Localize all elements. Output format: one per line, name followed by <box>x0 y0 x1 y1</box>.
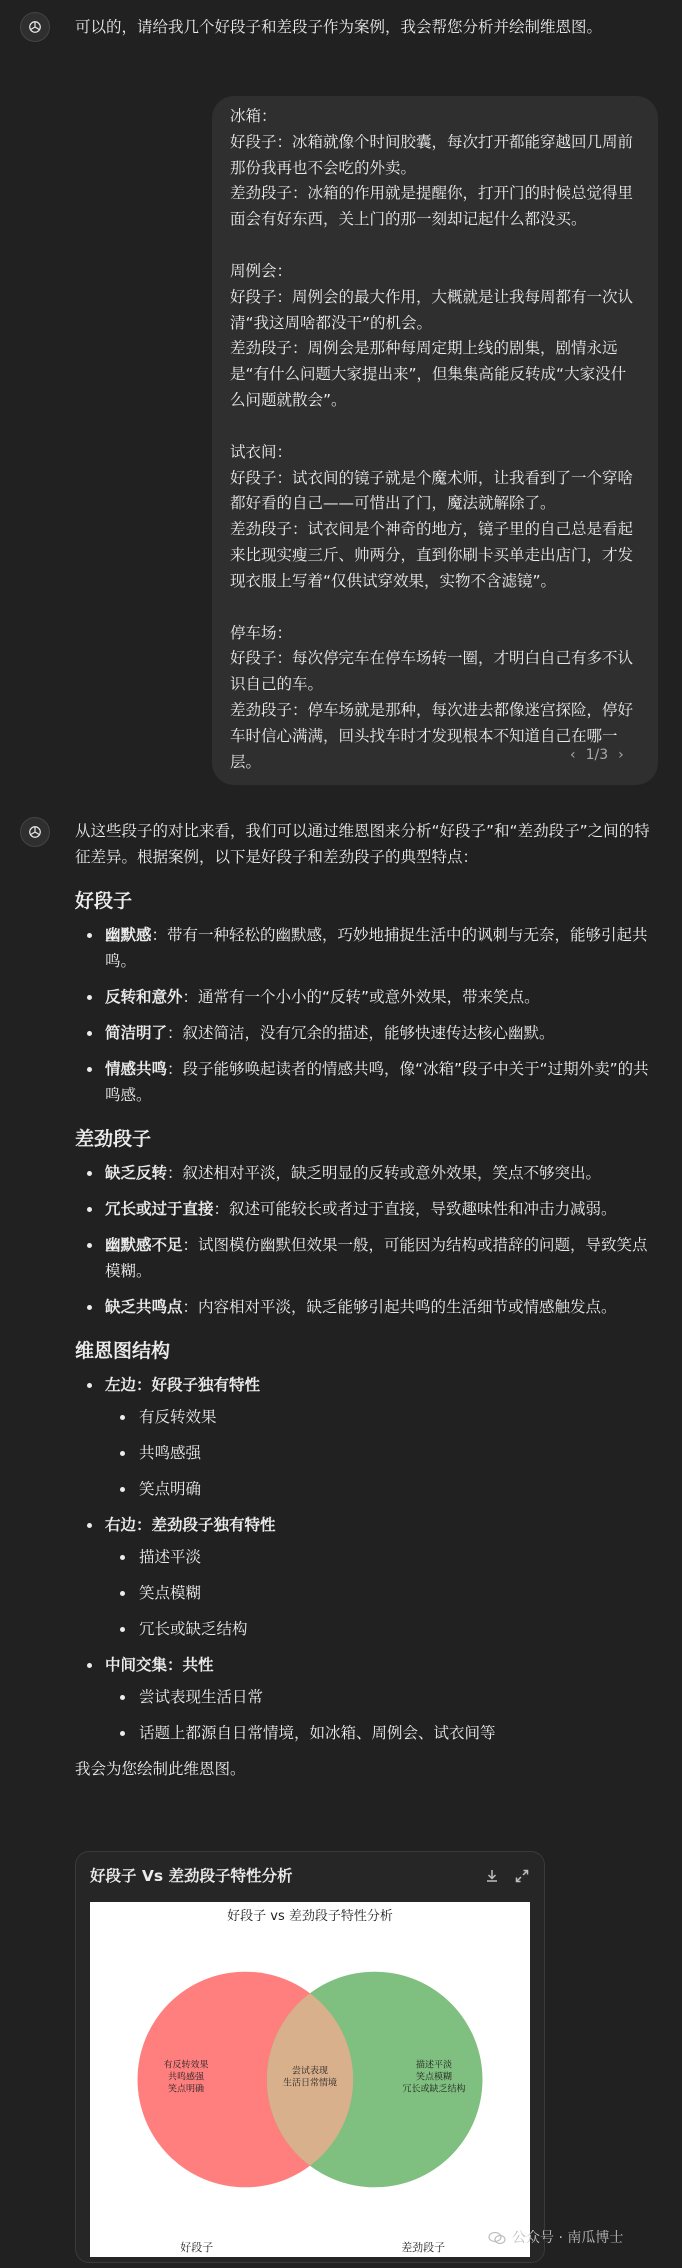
sub-list-item: 共鸣感强 <box>105 1440 657 1466</box>
sub-list-item: 话题上都源自日常情境，如冰箱、周例会、试衣间等 <box>105 1720 657 1746</box>
venn-structure-heading: 维恩图结构 <box>75 1340 171 1362</box>
list-item: 简洁明了：叙述简洁，没有冗余的描述，能够快速传达核心幽默。 <box>75 1020 657 1046</box>
list-item: 缺乏反转：叙述相对平淡，缺乏明显的反转或意外效果，笑点不够突出。 <box>75 1160 657 1186</box>
download-icon[interactable] <box>484 1868 500 1884</box>
pager-label: 1/3 <box>585 747 609 763</box>
watermark <box>488 2225 623 2251</box>
answer-intro: 从这些段子的对比来看，我们可以通过维恩图来分析“好段子”和“差劲段子”之间的特征差异。根据案例，以下是好段子和差劲段子的典型特点： <box>75 822 650 866</box>
user-paragraph-fridge: 冰箱： 好段子：冰箱就像个时间胶囊，每次打开都能穿越回几周前那份我再也不会吃的外卖。 差劲段子：冰箱的作用就是提醒你，打开门的时候总觉得里面会有好东西，关上门的那一刻却记起什么都没买。 <box>230 107 634 229</box>
venn-set-name-bad: 差劲段子 <box>401 2241 446 2254</box>
expand-icon[interactable] <box>514 1868 530 1884</box>
list-item: 右边：差劲段子独有特性 描述平淡 笑点模糊 冗长或缺乏结构 <box>75 1512 657 1642</box>
bad-jokes-heading: 差劲段子 <box>75 1128 152 1150</box>
user-paragraph-parking-lot: 停车场： 好段子：每次停完车在停车场转一圈，才明白自己有多不认识自己的车。 差劲段子：停车场就是那种，每次进去都像迷宫探险，停好车时信心满满，回头找车时才发现根本不知道自己在哪一层。 <box>230 623 634 771</box>
sub-list-item: 笑点模糊 <box>105 1580 657 1606</box>
user-paragraph-weekly-meeting: 周例会： 好段子：周例会的最大作用，大概就是让我每周都有一次认清“我这周啥都没干”的机会。 差劲段子：周例会是那种每周定期上线的剧集，剧情永远是“有什么问题大家提出来”，但集集高能反转成“大家没什么问题就散会”。 <box>230 261 634 409</box>
venn-title: 好段子 vs 差劲段子特性分析 <box>227 1909 393 1924</box>
list-item: 缺乏共鸣点：内容相对平淡，缺乏能够引起共鸣的生活细节或情感触发点。 <box>75 1294 657 1320</box>
user-paragraph-fitting-room: 试衣间： 好段子：试衣间的镜子就是个魔术师，让我看到了一个穿啥都好看的自己——可惜出了门，魔法就解除了。 差劲段子：试衣间是个神奇的地方，镜子里的自己总是看起来比现实瘦三斤、帅两分，直到你刷卡买单走出店门，才发现衣服上写着“仅供试穿效果，实物不含滤镜”。 <box>230 442 634 590</box>
sub-list-item: 笑点明确 <box>105 1476 657 1502</box>
venn-plot <box>90 1902 530 2257</box>
venn-structure-list <box>75 1372 657 1746</box>
answer-closing: 我会为您绘制此维恩图。 <box>75 1760 246 1778</box>
venn-label-intersection: 尝试表现生活日常情境 <box>282 2066 338 2089</box>
chart-card-header <box>76 1852 544 1900</box>
watermark-text: 公众号 · 南瓜博士 <box>512 2230 624 2246</box>
list-item: 幽默感：带有一种轻松的幽默感，巧妙地捕捉生活中的讽刺与无奈，能够引起共鸣。 <box>75 922 657 974</box>
venn-label-good: 有反转效果共鸣感强笑点明确 <box>163 2060 209 2095</box>
sub-list-item: 尝试表现生活日常 <box>105 1684 657 1710</box>
good-jokes-list <box>75 922 657 1108</box>
bad-jokes-list <box>75 1160 657 1320</box>
pager-prev-icon[interactable]: ‹ <box>570 747 576 763</box>
assistant-answer <box>75 818 657 1782</box>
list-item: 冗长或过于直接：叙述可能较长或者过于直接，导致趣味性和冲击力减弱。 <box>75 1196 657 1222</box>
assistant-intro-message: 可以的，请给我几个好段子和差段子作为案例，我会帮您分析并绘制维恩图。 <box>75 18 603 36</box>
openai-logo-icon <box>26 18 44 36</box>
sub-list-item: 描述平淡 <box>105 1544 657 1570</box>
list-item: 幽默感不足：试图模仿幽默但效果一般，可能因为结构或措辞的问题，导致笑点模糊。 <box>75 1232 657 1284</box>
assistant-avatar <box>20 817 50 847</box>
pager-next-icon[interactable]: › <box>618 747 624 763</box>
venn-set-name-good: 好段子 <box>180 2241 214 2254</box>
message-pager <box>570 742 624 768</box>
user-message-bubble <box>212 96 658 785</box>
list-item: 中间交集：共性 尝试表现生活日常 话题上都源自日常情境，如冰箱、周例会、试衣间等 <box>75 1652 657 1746</box>
chart-card <box>75 1851 545 2263</box>
list-item: 情感共鸣：段子能够唤起读者的情感共鸣，像“冰箱”段子中关于“过期外卖”的共鸣感。 <box>75 1056 657 1108</box>
sub-list-item: 有反转效果 <box>105 1404 657 1430</box>
wechat-icon <box>488 2231 506 2245</box>
sub-list-item: 冗长或缺乏结构 <box>105 1616 657 1642</box>
openai-logo-icon <box>26 823 44 841</box>
list-item: 左边：好段子独有特性 有反转效果 共鸣感强 笑点明确 <box>75 1372 657 1502</box>
venn-diagram <box>90 1902 530 2257</box>
good-jokes-heading: 好段子 <box>75 890 133 912</box>
assistant-avatar <box>20 12 50 42</box>
venn-label-bad: 描述平淡笑点模糊冗长或缺乏结构 <box>402 2060 466 2095</box>
list-item: 反转和意外：通常有一个小小的“反转”或意外效果，带来笑点。 <box>75 984 657 1010</box>
chart-card-title: 好段子 Vs 差劲段子特性分析 <box>90 1867 293 1885</box>
